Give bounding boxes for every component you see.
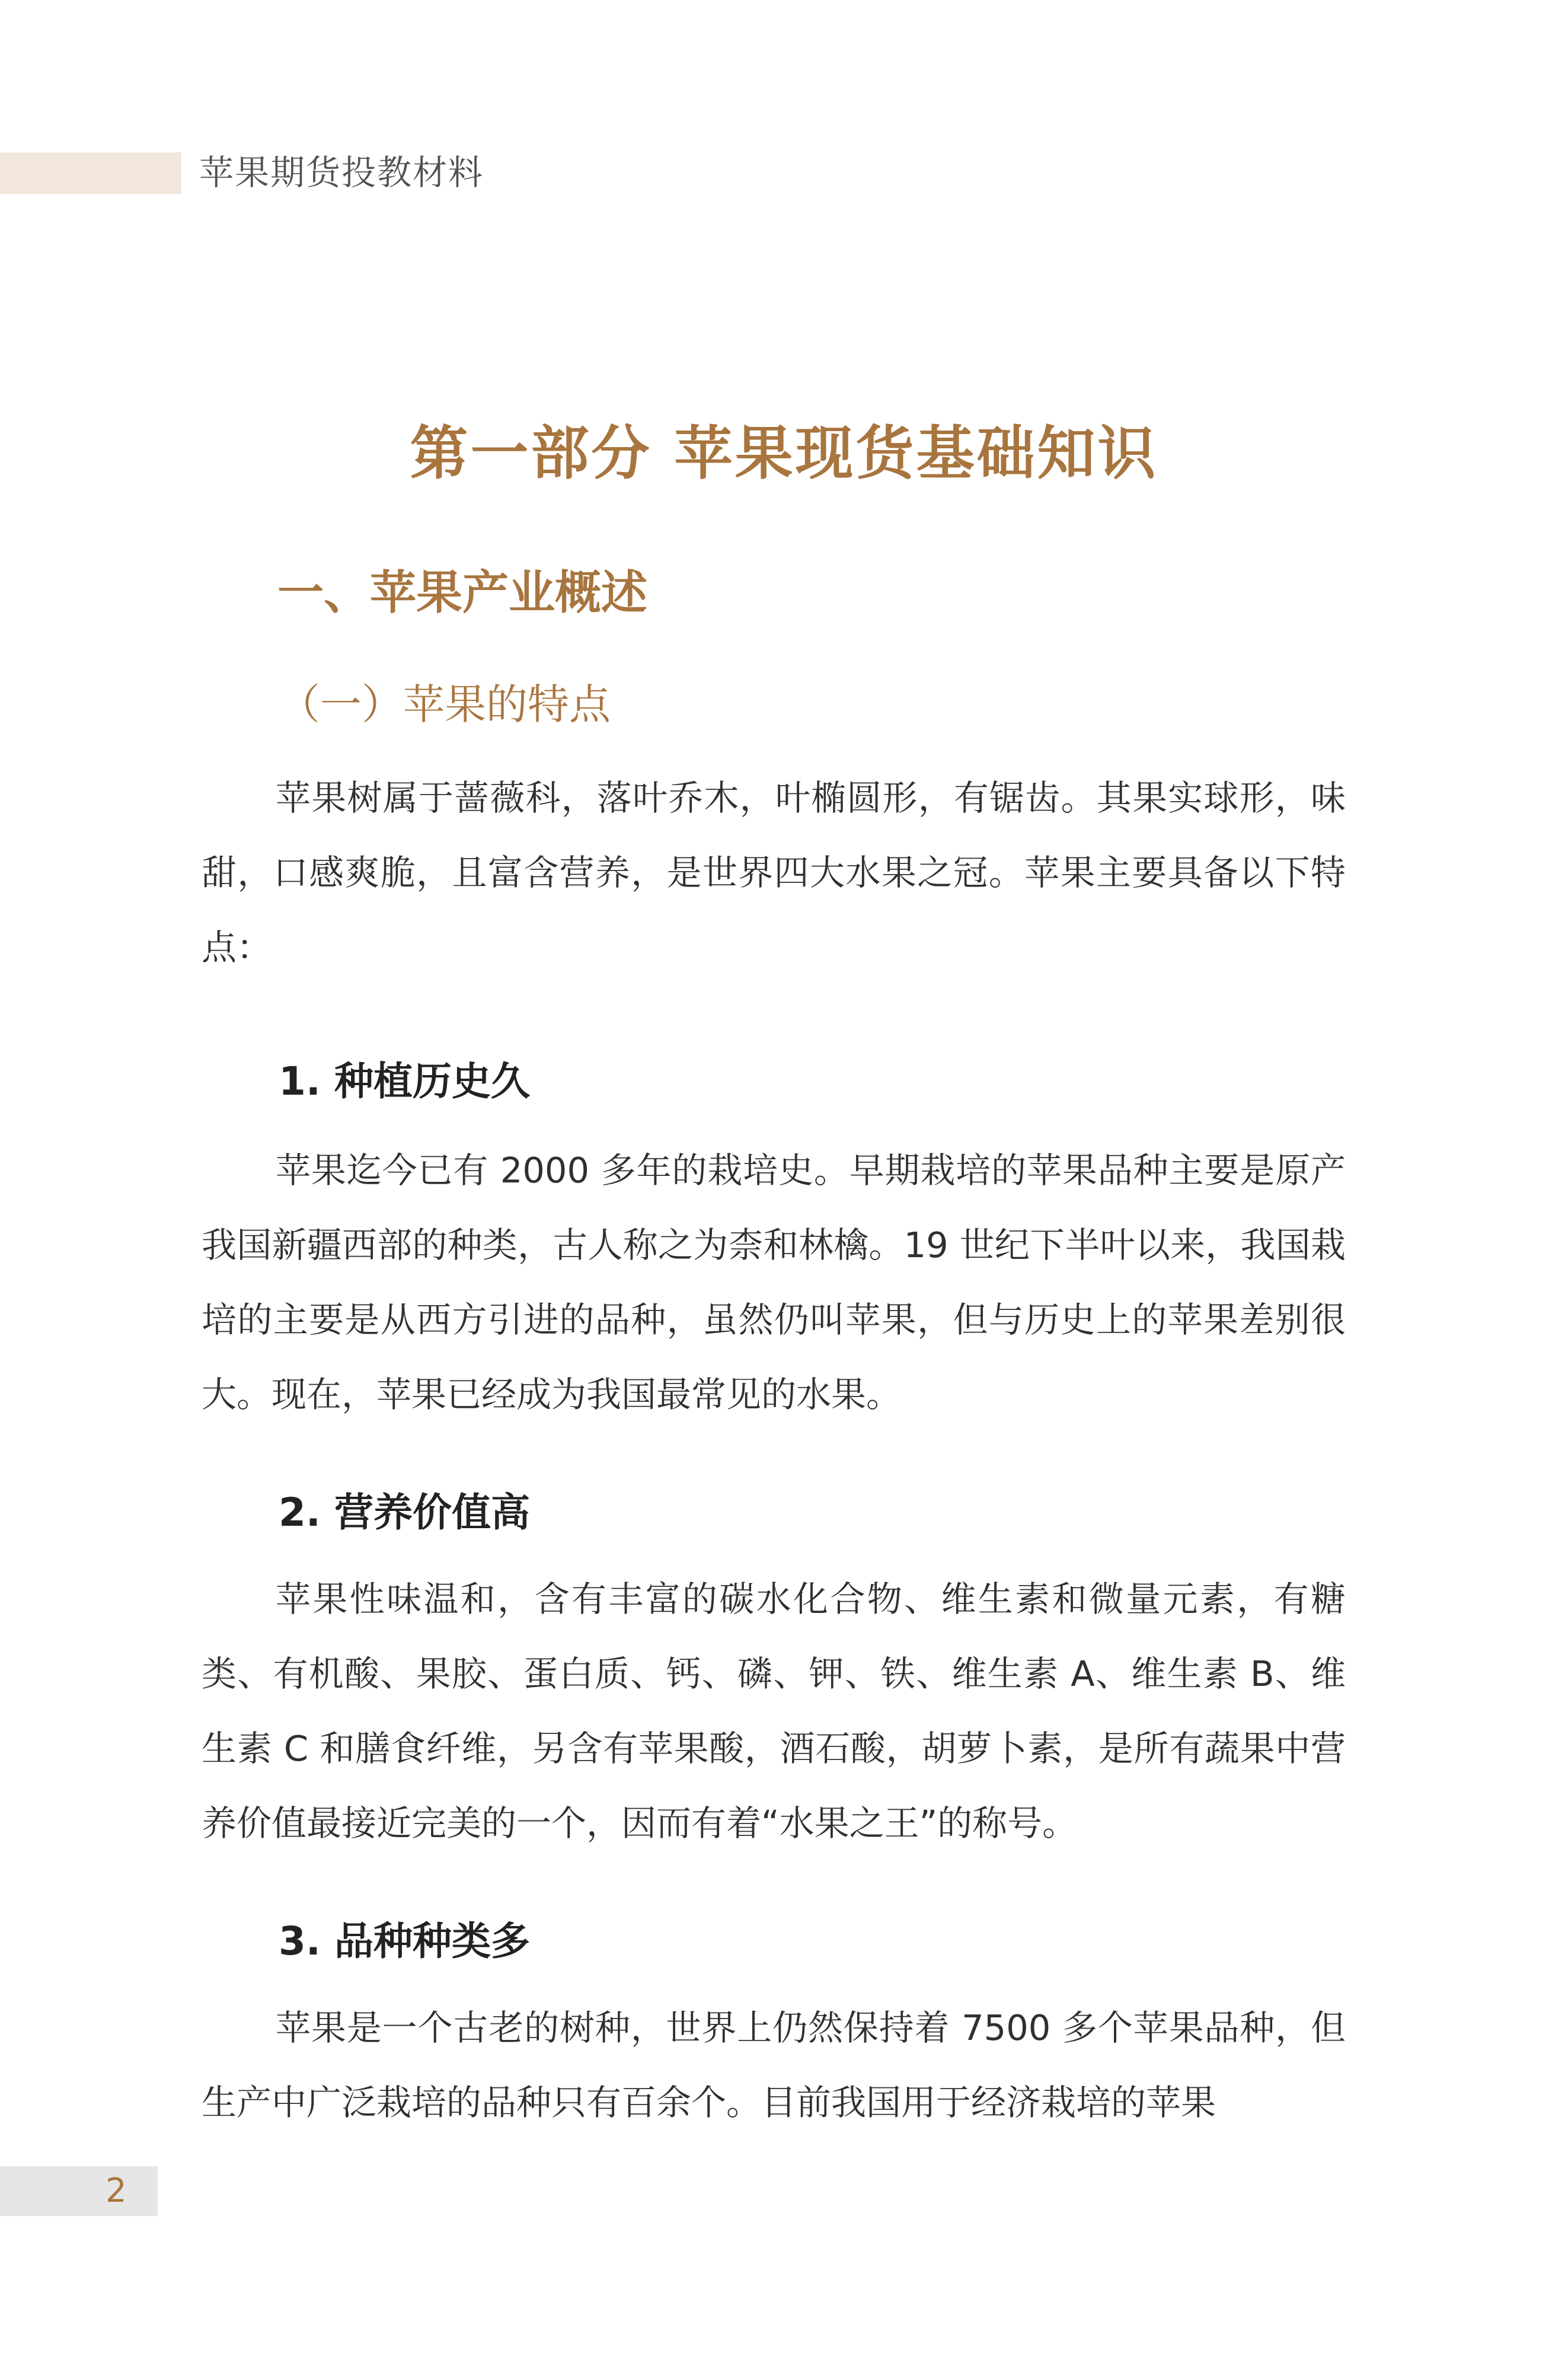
- item-title-varieties: 3. 品种种类多: [279, 1918, 530, 1964]
- header-decor-bar: [0, 152, 181, 194]
- page-number: 2: [106, 2172, 127, 2210]
- part-title: 第一部分 苹果现货基础知识: [410, 420, 1158, 487]
- item-paragraph-nutrition: 苹果性味温和，含有丰富的碳水化合物、维生素和微量元素，有糖类、有机酸、果胶、蛋白质、钙、磷、钾、铁、维生素 A、维生素 B、维生素 C 和膳食纤维，另含有苹果酸，酒石酸，胡萝卜素，是所有蔬果中营养价值最接近完美的一个，因而有着“水果之王”的称号。: [202, 1579, 1346, 1844]
- section-title: 一、苹果产业概述: [277, 566, 648, 620]
- item-paragraph-varieties: 苹果是一个古老的树种，世界上仍然保持着 7500 多个苹果品种，但生产中广泛栽培的品种只有百余个。目前我国用于经济栽培的苹果: [202, 2007, 1346, 2123]
- item-title-history: 1. 种植历史久: [279, 1058, 530, 1104]
- subsection-title: （一）苹果的特点: [279, 680, 611, 729]
- item-paragraph-history: 苹果迄今已有 2000 多年的栽培史。早期栽培的苹果品种主要是原产我国新疆西部的种类，古人称之为柰和林檎。19 世纪下半叶以来，我国栽培的主要是从西方引进的品种，虽然仍叫苹果，但与历史上的苹果差别很大。现在，苹果已经成为我国最常见的水果。: [202, 1150, 1346, 1415]
- intro-paragraph: 苹果树属于蔷薇科，落叶乔木，叶椭圆形，有锯齿。其果实球形，味甜，口感爽脆，且富含营养，是世界四大水果之冠。苹果主要具备以下特点：: [202, 777, 1346, 968]
- running-header: 苹果期货投教材料: [199, 152, 484, 193]
- item-title-nutrition: 2. 营养价值高: [279, 1490, 530, 1535]
- footer-decor-bar: [0, 2166, 158, 2216]
